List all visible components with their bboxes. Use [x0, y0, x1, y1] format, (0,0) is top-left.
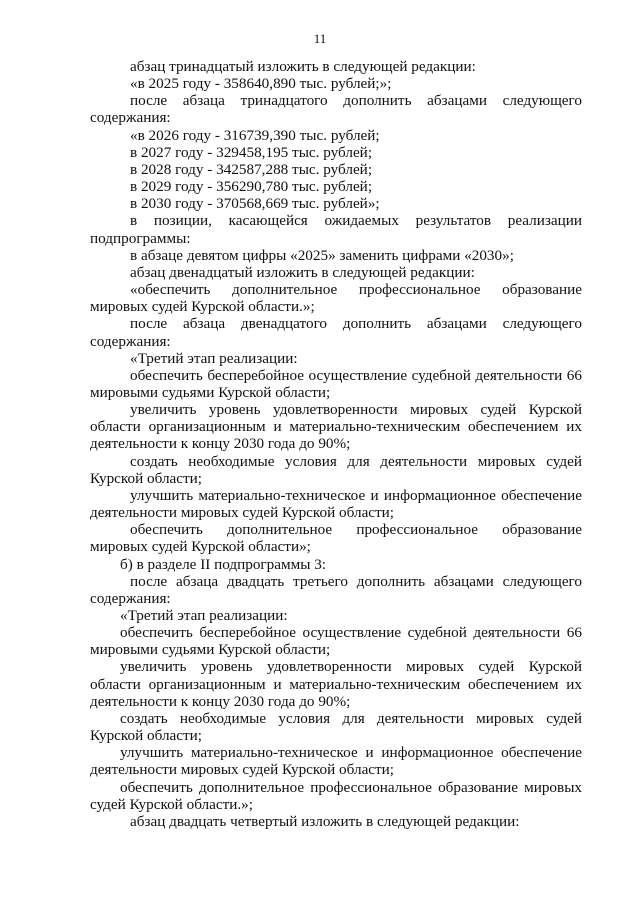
- paragraph: в абзаце девятом цифры «2025» заменить цифрами «2030»;: [130, 246, 514, 264]
- paragraph: создать необходимые условия для деятельности мировых судей Курской области;: [90, 452, 582, 487]
- paragraph: в 2027 году - 329458,195 тыс. рублей;: [130, 143, 373, 161]
- paragraph: «в 2026 году - 316739,390 тыс. рублей;: [130, 126, 380, 144]
- paragraph: увеличить уровень удовлетворенности мировых судей Курской области организационным и материально-техническим обеспечением их деятельности к концу 2030 года до 90%;: [90, 658, 582, 710]
- paragraph: абзац тринадцатый изложить в следующей редакции:: [130, 58, 476, 75]
- paragraph: «обеспечить дополнительное профессиональное образование мировых судей Курской области.»;: [90, 281, 582, 316]
- paragraph: обеспечить бесперебойное осуществление судебной деятельности 66 мировыми судьями Курской области;: [90, 366, 582, 401]
- paragraph: улучшить материально-техническое и информационное обеспечение деятельности мировых судей Курской области;: [90, 486, 582, 522]
- paragraph: б) в разделе II подпрограммы 3:: [120, 555, 327, 573]
- paragraph: обеспечить дополнительное профессиональное образование мировых судей Курской области.»;: [90, 778, 582, 813]
- paragraph: обеспечить бесперебойное осуществление судебной деятельности 66 мировыми судьями Курской области;: [90, 624, 582, 659]
- paragraph: в позиции, касающейся ожидаемых результатов реализации подпрограммы:: [90, 212, 582, 247]
- paragraph: в 2029 году - 356290,780 тыс. рублей;: [130, 178, 373, 196]
- document-body: [90, 58, 582, 830]
- paragraph: «в 2025 году - 358640,890 тыс. рублей;»;: [130, 75, 392, 93]
- paragraph: обеспечить дополнительное профессиональное образование мировых судей Курской области»;: [90, 521, 582, 556]
- paragraph: после абзаца двадцать третьего дополнить абзацами следующего содержания:: [90, 572, 582, 607]
- paragraph: после абзаца двенадцатого дополнить абзацами следующего содержания:: [90, 315, 582, 350]
- paragraph: абзац двенадцатый изложить в следующей редакции:: [130, 263, 475, 281]
- paragraph: создать необходимые условия для деятельности мировых судей Курской области;: [90, 709, 582, 745]
- paragraph: улучшить материально-техническое и информационное обеспечение деятельности мировых судей Курской области;: [90, 744, 582, 779]
- paragraph: абзац двадцать четвертый изложить в следующей редакции:: [130, 812, 520, 830]
- paragraph: увеличить уровень удовлетворенности мировых судей Курской области организационным и материально-техническим обеспечением их деятельности к концу 2030 года до 90%;: [90, 401, 582, 453]
- paragraph: в 2028 году - 342587,288 тыс. рублей;: [130, 160, 373, 178]
- paragraph: «Третий этап реализации:: [120, 607, 288, 624]
- paragraph: «Третий этап реализации:: [130, 349, 298, 367]
- page-number: 11: [313, 31, 327, 46]
- paragraph: после абзаца тринадцатого дополнить абзацами следующего содержания:: [90, 92, 582, 127]
- paragraph: в 2030 году - 370568,669 тыс. рублей»;: [130, 195, 380, 213]
